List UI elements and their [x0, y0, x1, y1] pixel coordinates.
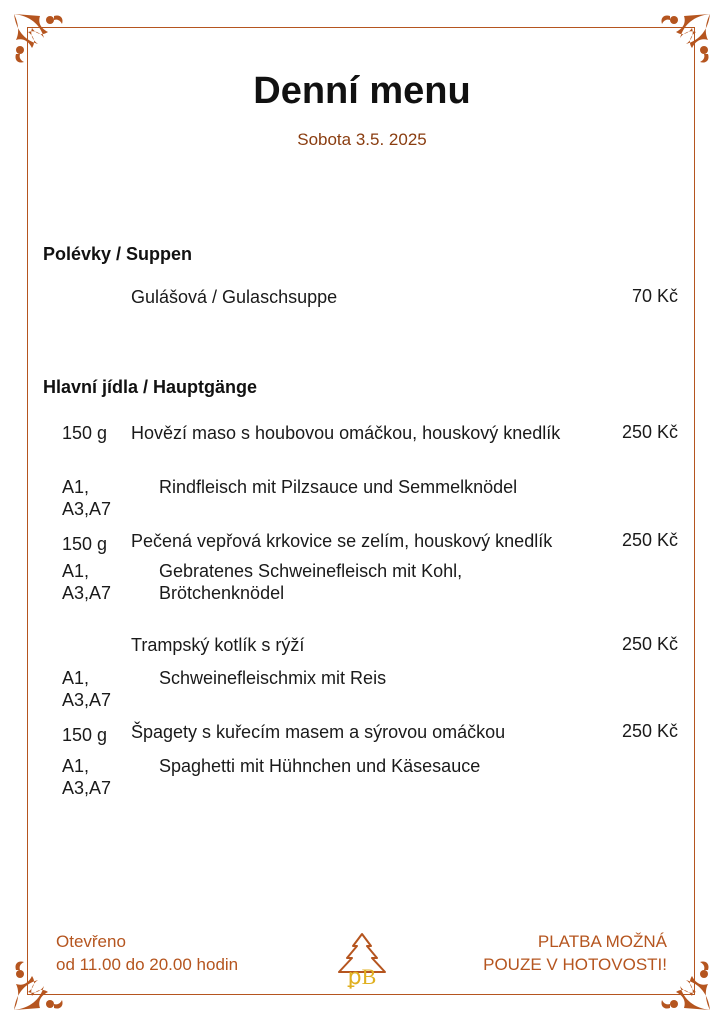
dish-name-german: Rindfleisch mit Pilzsauce und Semmelknödel	[159, 477, 518, 497]
dish-price: 250 Kč	[621, 422, 678, 442]
dish-quantity: 150 g	[62, 534, 108, 554]
dish-quantity: 150 g	[62, 423, 108, 443]
dish-name: Špagety s kuřecím masem a sýrovou omáčkou	[131, 722, 506, 742]
soup-price: 70 Kč	[631, 286, 678, 306]
dish-allergens: A1, A3,A7	[62, 756, 112, 798]
dish-name: Pečená vepřová krkovice se zelím, houskový knedlík	[131, 531, 553, 551]
section-heading-soups: Polévky / Suppen	[43, 244, 193, 264]
dish-price: 250 Kč	[621, 634, 678, 654]
page-title: Denní menu	[253, 70, 471, 112]
dish-allergens: A1, A3,A7	[62, 561, 112, 603]
opening-hours-time: od 11.00 do 20.00 hodin	[56, 955, 239, 974]
section-heading-mains: Hlavní jídla / Hauptgänge	[43, 377, 258, 397]
dish-name: Trampský kotlík s rýží	[131, 635, 305, 655]
dish-allergens: A1, A3,A7	[62, 477, 112, 519]
dish-name: Hovězí maso s houbovou omáčkou, houskový knedlík	[131, 423, 561, 443]
payment-notice-line1: PLATBA MOŽNÁ	[537, 932, 667, 951]
dish-price: 250 Kč	[621, 530, 678, 550]
dish-price: 250 Kč	[621, 721, 678, 741]
opening-hours	[56, 930, 238, 976]
logo-lettering: ꝑB	[347, 964, 377, 989]
corner-ornament-icon	[10, 10, 68, 68]
menu-date: Sobota 3.5. 2025	[297, 130, 427, 149]
payment-notice	[483, 930, 667, 976]
corner-ornament-icon	[656, 10, 714, 68]
dish-allergens: A1, A3,A7	[62, 668, 112, 710]
soup-name: Gulášová / Gulaschsuppe	[131, 287, 338, 307]
dish-name-german: Spaghetti mit Hühnchen und Käsesauce	[159, 756, 481, 776]
dish-name-german: Gebratenes Schweinefleisch mit Kohl, Brötchenknödel	[159, 561, 463, 603]
dish-name-german: Schweinefleischmix mit Reis	[159, 668, 387, 688]
payment-notice-line2: POUZE V HOTOVOSTI!	[483, 955, 667, 974]
dish-quantity: 150 g	[62, 725, 108, 745]
opening-hours-label: Otevřeno	[56, 932, 126, 951]
restaurant-logo-icon	[331, 932, 393, 990]
